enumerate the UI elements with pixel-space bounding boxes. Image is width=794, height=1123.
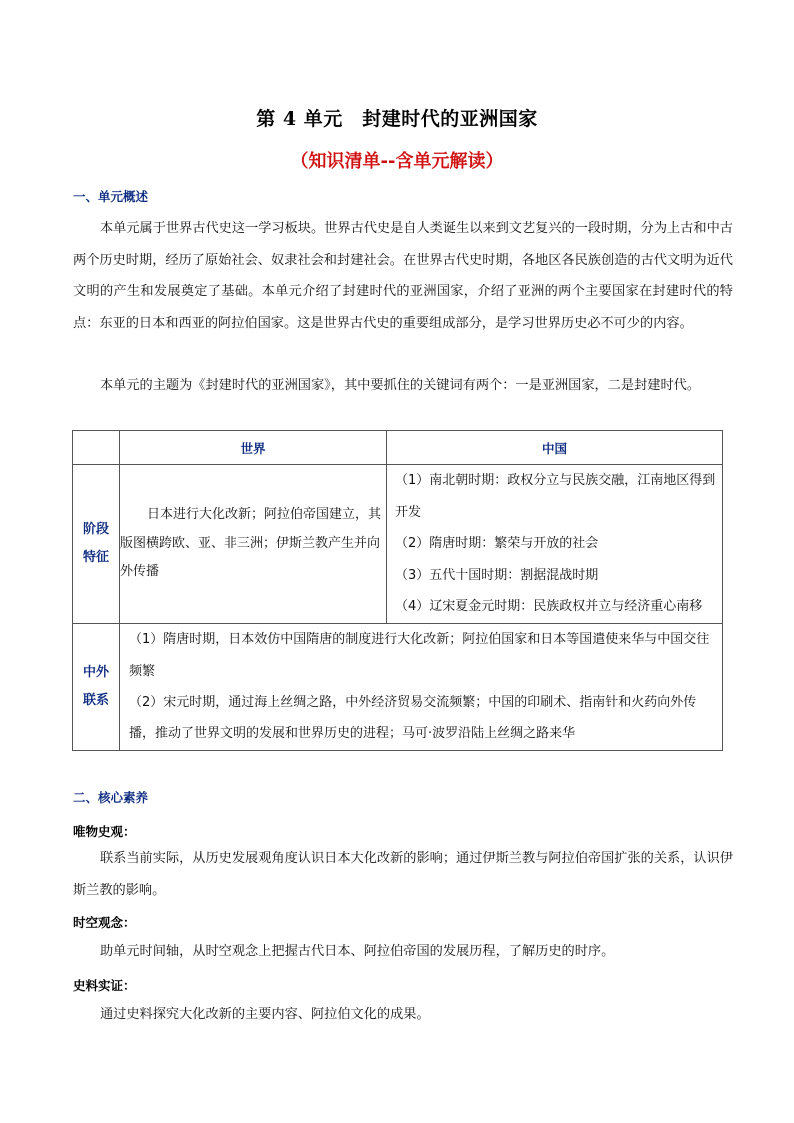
materialism-text: 联系当前实际，从历史发展观角度认识日本大化改新的影响；通过伊斯兰教与阿拉伯帝国扩张的关系，认识伊斯兰教的影响。 — [73, 851, 733, 898]
subheading-time-space: 时空观念： — [73, 915, 136, 930]
column-header-world: 世界 — [120, 431, 387, 465]
links-item: （1）隋唐时期，日本效仿中国隋唐的制度进行大化改新；阿拉伯国家和日本等国遣使来华与中国交往频繁 — [129, 632, 710, 679]
row-label-links-line1: 中外 — [82, 665, 109, 680]
page-title: 第 4 单元 封建时代的亚洲国家 — [256, 108, 538, 130]
overview-paragraph-2: 本单元的主题为《封建时代的亚洲国家》，其中要抓住的关键词有两个：一是亚洲国家，二是封建时代。 — [100, 378, 701, 393]
row-label-links-line2: 联系 — [82, 693, 109, 708]
table-corner-cell — [73, 431, 120, 465]
section-heading-overview: 一、单元概述 — [73, 189, 149, 204]
links-item: （2）宋元时期，通过海上丝绸之路，中外经济贸易交流频繁；中国的印刷术、指南针和火药向外传播，推动了世界文明的发展和世界历史的进程；马可·波罗沿陆上丝绸之路来华 — [129, 695, 697, 742]
column-header-china: 中国 — [387, 431, 723, 465]
row-label-stage — [73, 465, 120, 624]
row-label-links — [73, 624, 120, 751]
china-stage-item: （3）五代十国时期：割据混战时期 — [395, 567, 599, 583]
cell-world-stage — [120, 465, 387, 624]
subheading-evidence: 史料实证： — [73, 978, 136, 993]
subheading-materialism: 唯物史观： — [73, 824, 136, 839]
china-stage-item: （1）南北朝时期：政权分立与民族交融，江南地区得到开发 — [395, 473, 716, 520]
unit-summary-table — [72, 430, 723, 751]
china-stage-item: （4）辽宋夏金元时期：民族政权并立与经济重心南移 — [395, 599, 703, 615]
table-header-row — [73, 431, 723, 465]
cell-links-content — [120, 624, 723, 751]
page-subtitle: （知识清单--含单元解读） — [290, 151, 504, 172]
overview-paragraph-1: 本单元属于世界古代史这一学习板块。世界古代史是自人类诞生以来到文艺复兴的一段时期，分为上古和中古两个历史时期，经历了原始社会、奴隶社会和封建社会。在世界古代史时期，各地区各民族创造的古代文明为近代文明的产生和发展奠定了基础。本单元介绍了封建时代的亚洲国家，介绍了亚洲的两个主要国家在封建时代的特点：东亚的日本和西亚的阿拉伯国家。这是世界古代史的重要组成部分，是学习世界历史必不可少的内容。 — [73, 221, 733, 331]
world-stage-text: 日本进行大化改新；阿拉伯帝国建立，其版图横跨欧、亚、非三洲；伊斯兰教产生并向外传播 — [120, 507, 382, 580]
row-label-stage-line1: 阶段 — [82, 522, 109, 537]
time-space-text: 助单元时间轴，从时空观念上把握古代日本、阿拉伯帝国的发展历程，了解历史的时序。 — [100, 944, 615, 959]
table-row-links — [73, 624, 723, 751]
china-stage-item: （2）隋唐时期：繁荣与开放的社会 — [395, 536, 599, 552]
section-heading-core: 二、核心素养 — [73, 790, 149, 805]
evidence-text: 通过史料探究大化改新的主要内容、阿拉伯文化的成果。 — [100, 1007, 430, 1022]
table-row-stage — [73, 465, 723, 624]
row-label-stage-line2: 特征 — [82, 550, 109, 565]
cell-china-stage — [387, 465, 723, 624]
